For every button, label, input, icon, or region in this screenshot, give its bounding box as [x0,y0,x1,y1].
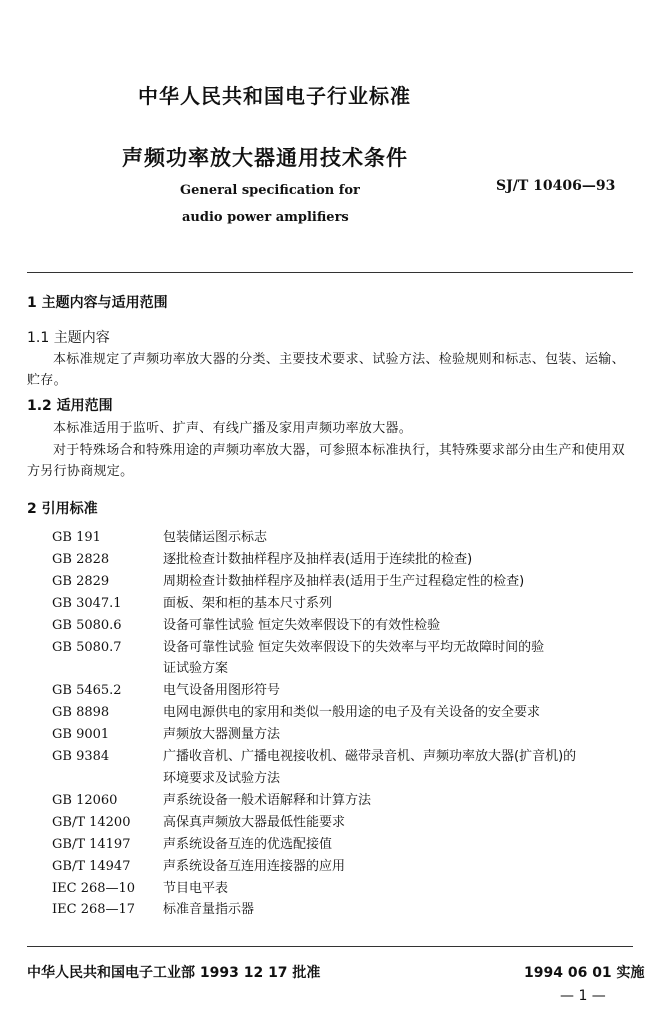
footer-divider [27,946,633,947]
page-number: — 1 — [560,988,606,1004]
reference-code: GB 5080.6 [52,617,122,633]
reference-title: 声系统设备互连用连接器的应用 [163,858,346,874]
reference-code: GB/T 14947 [52,858,131,874]
section-2-heading: 2 引用标准 [27,501,98,517]
reference-item [52,878,642,900]
reference-code: GB 12060 [52,792,118,808]
reference-title: 电气设备用图形符号 [163,683,281,699]
reference-title: 面板、架和柜的基本尺寸系列 [163,595,333,611]
reference-item [52,549,642,571]
reference-title-continuation: 证试验方案 [163,661,229,677]
reference-code: GB 5080.7 [52,639,122,655]
reference-item [52,899,642,921]
reference-title: 设备可靠性试验 恒定失效率假设下的失效率与平均无故障时间的验 [163,639,545,655]
reference-code: GB 2828 [52,551,110,567]
reference-title: 声系统设备一般术语解释和计算方法 [163,792,372,808]
reference-item [52,571,642,593]
reference-item [52,834,642,856]
reference-item [52,637,642,659]
section-1-2-heading: 1.2 适用范围 [27,398,113,414]
reference-title: 周期检查计数抽样程序及抽样表(适用于生产过程稳定性的检查) [163,573,525,589]
reference-item [52,724,642,746]
reference-title: 设备可靠性试验 恒定失效率假设下的有效性检验 [163,617,441,633]
reference-item [52,790,642,812]
reference-code: IEC 268—17 [52,902,136,918]
reference-code: GB 5465.2 [52,683,122,699]
reference-title: 标准音量指示器 [163,902,255,918]
reference-item [52,680,642,702]
header-divider [27,272,633,273]
reference-code: GB 9001 [52,727,110,743]
section-1-heading: 1 主题内容与适用范围 [27,295,168,311]
section-1-1-text: 本标准规定了声频功率放大器的分类、主要技术要求、试验方法、检验规则和标志、包装、运输、贮存。 [27,352,625,388]
reference-code: GB 9384 [52,749,110,765]
reference-title: 节目电平表 [163,880,229,896]
reference-item [52,593,642,615]
reference-title: 逐批检查计数抽样程序及抽样表(适用于连续批的检查) [163,551,473,567]
implementation-date: 1994 06 01 实施 [524,965,645,981]
document-title: 声频功率放大器通用技术条件 [122,146,408,170]
reference-list [52,527,642,921]
document-title-en-line2: audio power amplifiers [182,210,349,225]
reference-code: GB 3047.1 [52,595,122,611]
reference-code: GB 191 [52,530,101,545]
reference-title: 声频放大器测量方法 [163,727,281,743]
reference-item [52,746,642,768]
reference-code: GB 2829 [52,573,110,589]
reference-code: GB/T 14197 [52,836,131,852]
reference-title: 广播收音机、广播电视接收机、磁带录音机、声频功率放大器(扩音机)的 [163,749,577,765]
reference-title: 包装储运图示标志 [163,530,268,545]
reference-item [52,856,642,878]
approval-line: 中华人民共和国电子工业部 1993 12 17 批准 [27,965,321,981]
reference-item [52,812,642,834]
reference-title: 声系统设备互连的优选配接值 [163,836,333,852]
reference-title: 电网电源供电的家用和类似一般用途的电子及有关设备的安全要求 [163,705,541,721]
section-1-2-text-1: 本标准适用于监听、扩声、有线广播及家用声频功率放大器。 [53,421,413,436]
reference-code: IEC 268—10 [52,880,136,896]
reference-item [52,527,642,549]
document-title-en-line1: General specification for [180,183,360,198]
reference-code: GB/T 14200 [52,814,131,830]
section-1-1-heading: 1.1 主题内容 [27,330,110,346]
reference-title: 高保真声频放大器最低性能要求 [163,814,346,830]
reference-title-continuation: 环境要求及试验方法 [163,770,281,786]
industry-standard-heading: 中华人民共和国电子行业标准 [138,84,411,108]
section-1-2-text-2: 对于特殊场合和特殊用途的声频功率放大器，可参照本标准执行，其特殊要求部分由生产和使用双方另行协商规定。 [27,443,625,479]
reference-item [52,615,642,637]
standard-number: SJ/T 10406—93 [496,178,616,194]
reference-item [52,702,642,724]
reference-code: GB 8898 [52,705,110,721]
